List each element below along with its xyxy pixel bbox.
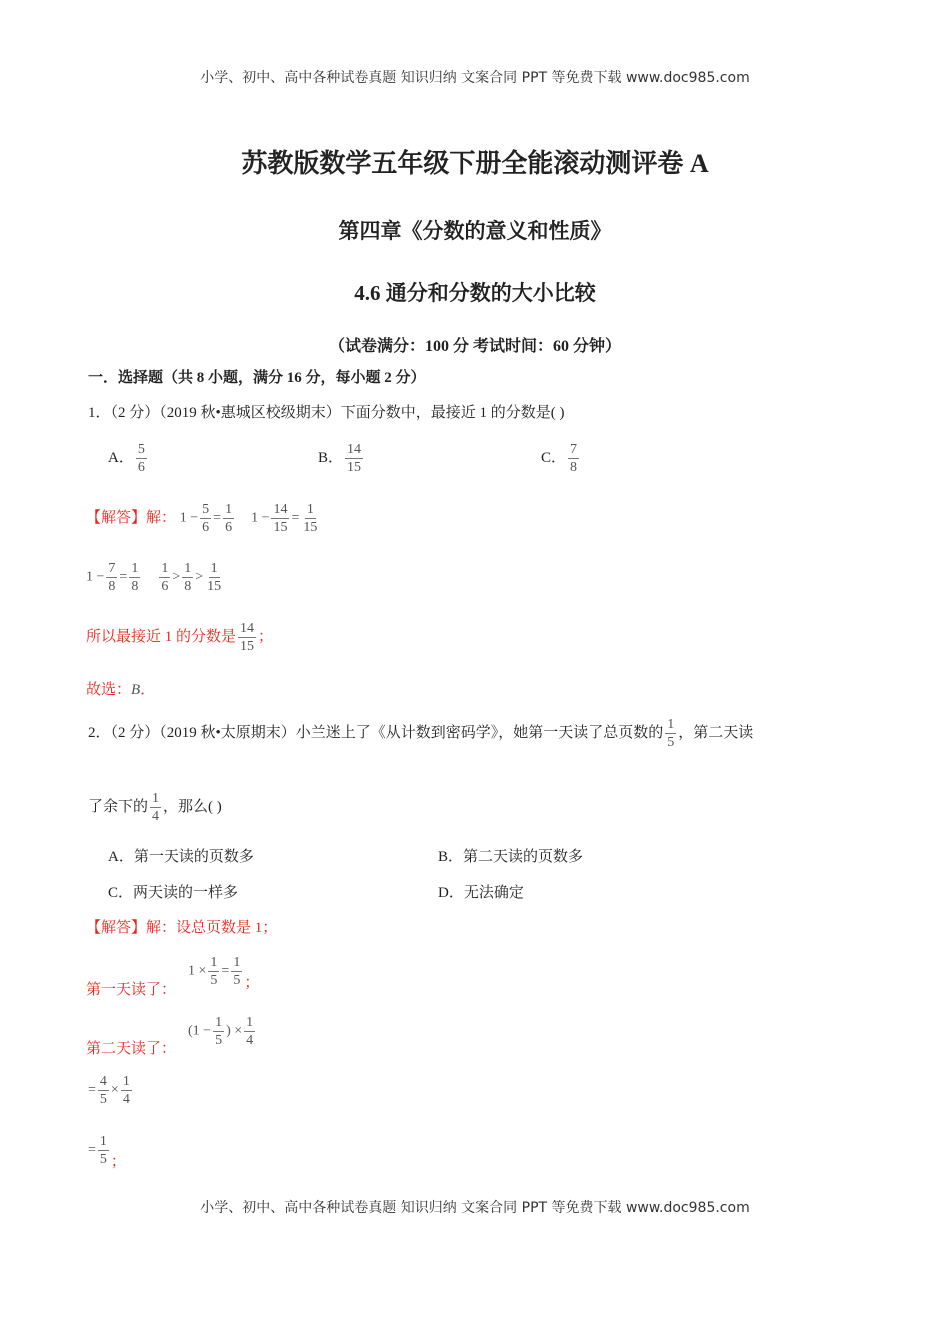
math-token: > <box>195 569 204 585</box>
numerator: 7 <box>108 561 116 576</box>
answer-label: 故选： <box>86 682 132 698</box>
denominator: 15 <box>347 460 362 475</box>
numerator: 1 <box>152 791 160 806</box>
denominator: 5 <box>210 973 218 988</box>
math-token: 1 × <box>188 963 207 979</box>
q1-conclusion <box>86 620 273 655</box>
denominator: 15 <box>273 520 288 535</box>
denominator: 6 <box>202 520 210 535</box>
option-label: B． <box>318 449 344 466</box>
fraction <box>205 560 223 595</box>
math-token: = <box>291 510 300 526</box>
q2-option-d <box>438 883 524 903</box>
denominator: 8 <box>570 460 578 475</box>
fraction <box>136 441 147 476</box>
option-label: B． <box>438 849 464 865</box>
fraction <box>271 501 289 536</box>
numerator: 1 <box>184 561 192 576</box>
stem-text: ，第二天读 <box>678 724 754 741</box>
numerator: 1 <box>210 561 218 576</box>
fraction <box>213 1014 224 1049</box>
fraction <box>665 716 676 751</box>
solution-text: 设总页数是 1； <box>176 920 278 936</box>
denominator: 6 <box>137 460 145 475</box>
q2-day2-label: 第二天读了： <box>86 1041 177 1057</box>
math-token: × <box>110 1082 119 1098</box>
fraction <box>244 1014 255 1049</box>
page-footer: 小学、初中、高中各种试卷真题 知识归纳 文案合同 PPT 等免费下载 www.doc985.com <box>200 1200 750 1216</box>
denominator: 5 <box>233 973 241 988</box>
stem-text: 2．（2 分）（2019 秋•太原期末）小兰迷上了《从计数到密码学》，她第一天读了总页数的 <box>88 724 664 741</box>
conclusion-text: 所以最接近 1 的分数是 <box>86 628 237 645</box>
math-token: = <box>88 1142 96 1158</box>
denominator: 5 <box>99 1152 107 1167</box>
math-token: 1 − <box>86 569 105 585</box>
punct: ； <box>258 628 274 645</box>
numerator: 4 <box>99 1074 107 1089</box>
punct: ． <box>140 682 156 698</box>
option-text: 无法确定 <box>463 885 524 901</box>
fraction <box>345 441 363 476</box>
fraction <box>238 620 256 655</box>
fraction <box>150 790 161 825</box>
denominator: 5 <box>99 1092 107 1107</box>
fraction <box>208 954 219 989</box>
punct: ； <box>244 974 260 991</box>
answer-value: B <box>131 682 141 698</box>
exam-info: （试卷满分：100 分 考试时间：60 分钟） <box>328 338 621 355</box>
math-token: > <box>172 569 181 585</box>
denominator: 4 <box>246 1033 254 1048</box>
solution-tag: 【解答】解： <box>86 920 177 936</box>
fraction <box>200 501 211 536</box>
denominator: 8 <box>108 579 116 594</box>
section-title: 4.6 通分和分数的大小比较 <box>354 281 596 305</box>
q2-option-b <box>438 847 583 867</box>
q1-option-a <box>108 441 149 476</box>
denominator: 15 <box>207 579 222 594</box>
fraction <box>301 501 319 536</box>
stem-text: 了余下的 <box>88 798 149 815</box>
q2-day1-label: 第一天读了： <box>86 982 177 998</box>
numerator: 1 <box>122 1074 130 1089</box>
q1-solution-line-1 <box>86 501 321 536</box>
fraction <box>121 1073 132 1108</box>
fraction <box>98 1133 109 1168</box>
option-text: 两天读的一样多 <box>133 885 239 901</box>
math-token: = <box>119 569 128 585</box>
chapter-title: 第四章《分数的意义和性质》 <box>338 219 612 243</box>
denominator: 8 <box>131 579 139 594</box>
numerator: 1 <box>667 717 675 732</box>
option-text: 第一天读的页数多 <box>133 849 254 865</box>
denominator: 15 <box>240 639 255 654</box>
numerator: 1 <box>210 955 218 970</box>
option-label: A． <box>108 849 134 865</box>
math-token: (1 − <box>188 1023 212 1039</box>
numerator: 5 <box>137 442 145 457</box>
question-2-stem <box>88 716 753 751</box>
question-1-stem: 1．（2 分）（2019 秋•惠城区校级期末）下面分数中，最接近 1 的分数是( ) <box>88 405 565 421</box>
question-2-stem-cont <box>88 790 222 825</box>
q2-step-2 <box>88 1133 126 1168</box>
punct: ； <box>110 1153 126 1170</box>
math-token: = <box>221 963 230 979</box>
option-text: 第二天读的页数多 <box>463 849 584 865</box>
q2-day2-math <box>188 1014 257 1049</box>
q1-answer <box>86 680 155 700</box>
q2-solution-intro <box>86 918 277 938</box>
numerator: 1 <box>161 561 169 576</box>
denominator: 15 <box>303 520 318 535</box>
fraction <box>182 560 193 595</box>
numerator: 14 <box>273 502 288 517</box>
stem-text: ，那么( ) <box>163 798 222 815</box>
numerator: 14 <box>240 621 255 636</box>
numerator: 1 <box>225 502 233 517</box>
q1-solution-line-2 <box>86 560 225 595</box>
option-label: C． <box>108 885 134 901</box>
option-label: C． <box>541 449 567 466</box>
option-label: D． <box>438 885 464 901</box>
math-token: 1 − <box>179 510 199 526</box>
numerator: 1 <box>233 955 241 970</box>
math-token: = <box>88 1082 96 1098</box>
fraction <box>106 560 117 595</box>
fraction <box>231 954 242 989</box>
q2-day1-math <box>188 954 259 989</box>
math-token: 1 − <box>251 510 270 526</box>
fraction <box>129 560 140 595</box>
fraction <box>98 1073 109 1108</box>
numerator: 1 <box>306 502 314 517</box>
solution-tag: 【解答】解： <box>86 509 177 526</box>
section-heading: 一．选择题（共 8 小题，满分 16 分，每小题 2 分） <box>88 370 426 386</box>
numerator: 7 <box>570 442 578 457</box>
numerator: 1 <box>215 1015 223 1030</box>
q2-step-1 <box>88 1073 134 1108</box>
doc-title: 苏教版数学五年级下册全能滚动测评卷 A <box>241 149 709 178</box>
math-token: = <box>213 510 222 526</box>
fraction <box>159 560 170 595</box>
denominator: 5 <box>215 1033 223 1048</box>
q1-option-c <box>541 441 581 476</box>
denominator: 6 <box>225 520 233 535</box>
denominator: 5 <box>667 735 675 750</box>
denominator: 4 <box>122 1092 130 1107</box>
fraction <box>568 441 579 476</box>
denominator: 8 <box>184 579 192 594</box>
q2-option-a <box>108 847 254 867</box>
q2-option-c <box>108 883 238 903</box>
numerator: 1 <box>246 1015 254 1030</box>
fraction <box>223 501 234 536</box>
option-label: A． <box>108 449 134 466</box>
q1-option-b <box>318 441 365 476</box>
numerator: 14 <box>347 442 362 457</box>
numerator: 5 <box>202 502 210 517</box>
numerator: 1 <box>131 561 139 576</box>
denominator: 4 <box>152 809 160 824</box>
denominator: 6 <box>161 579 169 594</box>
numerator: 1 <box>99 1134 107 1149</box>
math-token: ) × <box>226 1023 243 1039</box>
page-header: 小学、初中、高中各种试卷真题 知识归纳 文案合同 PPT 等免费下载 www.doc985.com <box>200 70 750 86</box>
